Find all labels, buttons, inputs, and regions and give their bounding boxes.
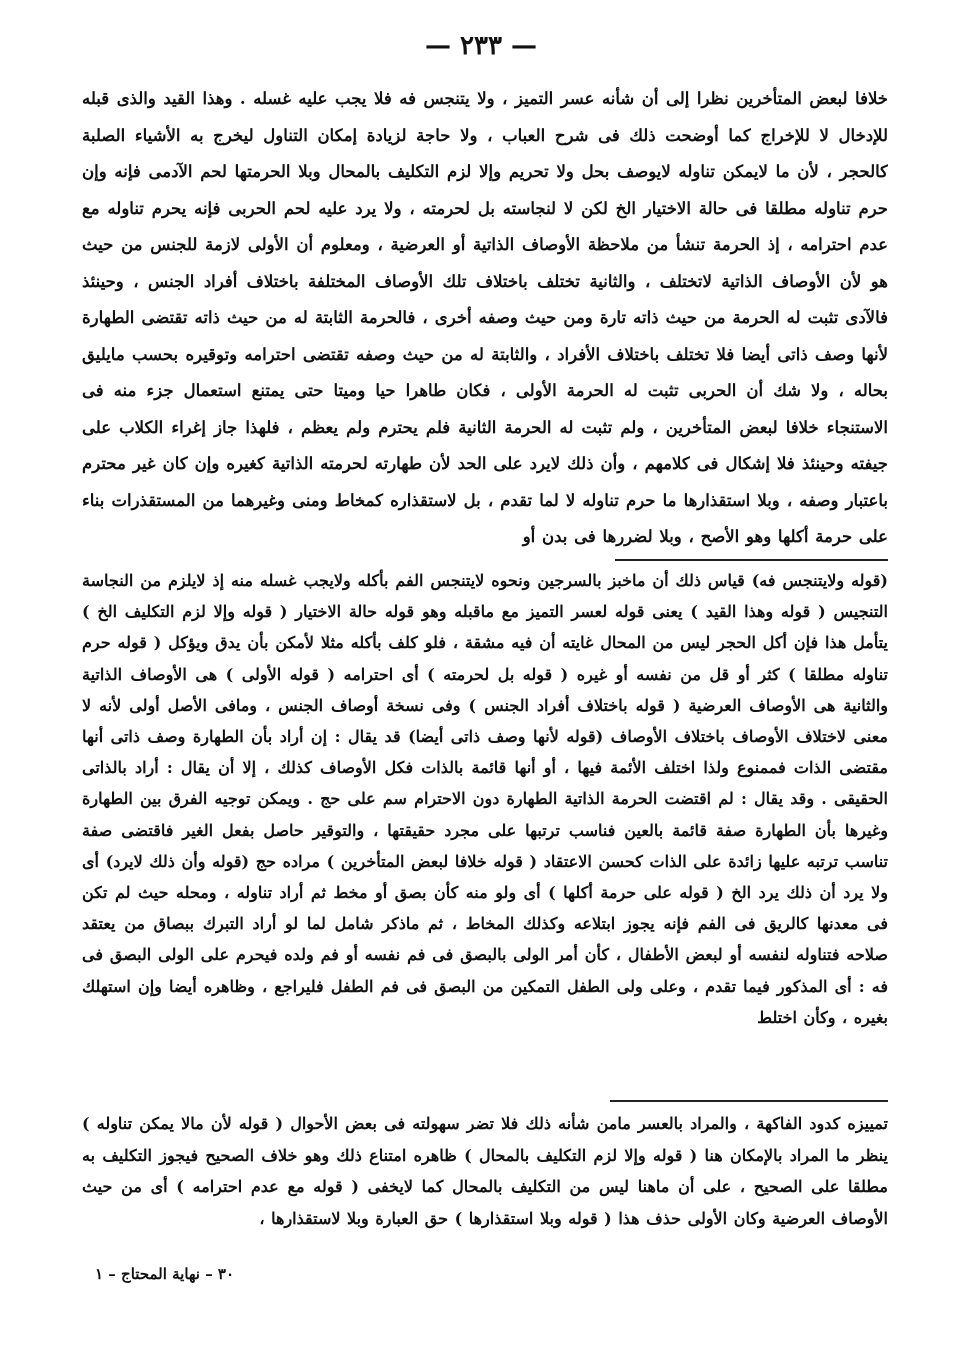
main-text: خلافا لبعض المتأخرين نظرا إلى أن شأنه عسر التميز ، ولا يتنجس فه فلا يجب عليه غسله . وهذا القيد والذى قبله للإدخال لا للإخراج كما أوضحت ذلك فى شرح العباب ، ولا حاجة لزيادة إمكان التناول ليخرج به الأشياء الصلبة كالحجر ، لأن ما لايمكن تناوله لايوصف بحل ولا تحريم وإلا لزم التكليف بالمحال وبلا الحرمتها لحم الآدمى فإنه وإن حرم تناوله مطلقا فى حالة الاختيار الخ لكن لا لنجاسته بل لحرمته ، ولا يرد عليه لحم الحربى فإنه يحرم تناوله مع عدم احترامه ، إذ الحرمة تنشأ من ملاحظة الأوصاف الذاتية أو العرضية ، ومعلوم أن الأولى لازمة للجنس من حيث هو لأن الأوصاف الذاتية لاتختلف ، والثانية تختلف باختلاف تلك الأوصاف المختلفة باختلاف أفراد الجنس ، وحينئذ فالآدى تثبت له الحرمة من حيث ذاته تارة ومن حيث وصفه أخرى ، فالحرمة الثابتة له من حيث ذاته تقتضى الطهارة لأنها وصف ذاتى أيضا فلا تختلف باختلاف الأفراد ، والثابتة له من حيث وصفه تقتضى احترامه وتوقيره بحسب مايليق بحاله ، ولا شك أن الحربى تثبت له الحرمة الأولى ، فكان طاهرا حيا وميتا حتى يمتنع استعمال جزء منه فى الاستنجاء خلافا لبعض المتأخرين ، ولم تثبت له الحرمة الثانية فلم يحترم ولم يعظم ، فلهذا جاز إغراء الكلاب على جيفته وحينئذ فلا إشكال فى كلامهم ، وأن ذلك لايرد على الحد لأن طهارته لحرمته الذاتية كغيره وإن كان غير محترم باعتبار وصفه ، وبلا استقذارها ما حرم تناوله لا لما تقدم ، بل لاستقذاره كمخاط ومنى وغيرهما من المستقذرات بناء على حرمة أكلها وهو الأصح ، وبلا لضررها فى بدن أو bbox=[82, 89, 888, 546]
commentary-section-1: (قوله ولايتنجس فه) قياس ذلك أن ماخبز بالسرجين ونحوه لايتنجس الفم بأكله ولايجب غسله منه إذ لايلزم من النجاسة التنجيس ( قوله وهذا القيد ) يعنى قوله لعسر التميز مع ماقبله وهو قوله حالة الاختيار ( قوله وإلا لزم التكليف الخ ) يتأمل هذا فإن أكل الحجر ليس من المحال غايته أن فيه مشقة ، فلو كلف بأكله مثلا لأمكن بأن يدق ويؤكل ( قوله حرم تناوله مطلقا ) كثر أو قل من نفسه أو غيره ( قوله بل لحرمته ) أى احترامه ( قوله الأولى ) هى الأوصاف الذاتية والثانية هى الأوصاف العرضية ( قوله باختلاف أفراد الجنس ) وفى نسخة أوصاف الجنس ، ومافى الأصل أولى لأنه لا معنى لاختلاف الأوصاف باختلاف الأوصاف (قوله لأنها وصف ذاتى أيضا) قد يقال : إن أراد بأن الطهارة وصف ذاتى أنها مقتضى الذات فممنوع ولذا اختلف الأئمة فيها ، أو أنها قائمة بالذات فكل الأوصاف كذلك ، إلا أن يقال : أراد بالذاتى الحقيقى . وقد يقال : لم اقتضت الحرمة الذاتية الطهارة دون الاحترام سم على حج . ويمكن توجيه الفرق بين الطهارة وغيرها بأن الطهارة صفة قائمة بالعين فناسب ترتبها على مجرد حقيقتها ، والتوقير حاصل بفعل الغير فاقتضى صفة تناسب ترتبه عليها زائدة على الذات كحسن الاعتقاد ( قوله خلافا لبعض المتأخرين ) مراده حج (قوله وأن ذلك لايرد) أى ولا يرد أن ذلك يرد الخ ( قوله على حرمة أكلها ) أى ولو منه كأن بصق أو مخط ثم أراد تناوله ، ومحله حيث لم تكن فى معدنها كالريق فى الفم فإنه يجوز ابتلاعه وكذلك المخاط ، ثم ماذكر شامل لما لو أراد التبرك ببصاق من يعتقد صلاحه فتناوله لنفسه أو لبعض الأطفال ، كأن أمر الولى بالبصق فى فم نفسه أو فم ولده فيحرم على الولى البصق فى فه : أى المذكور فيما تقدم ، وعلى ولى الطفل التمكين من البصق فى فم الطفل فليراجع ، وظاهره أيضا وإن استهلك بغيره ، وكأن اختلط bbox=[82, 571, 888, 1027]
footnote-separator-rule bbox=[615, 559, 888, 561]
page-number: — ٢٣٣ — bbox=[424, 31, 538, 61]
commentary-section-2: تمييزه كدود الفاكهة ، والمراد بالعسر مامن شأنه ذلك فلا تضر سهولته فى بعض الأحوال ( قوله لأن مالا يمكن تناوله ) ينظر ما المراد بالإمكان هنا ( قوله وإلا لزم التكليف بالمحال ) ظاهره امتناع ذلك وهو خلاف الصحيح فيجوز التكليف به مطلقا على الصحيح ، على أن ماهنا ليس من التكليف بالمحال كما لايخفى ( قوله مع عدم احترامه ) أى من حيث الأوصاف العرضية وكان الأولى حذف هذا ( قوله وبلا استقذارها ) حق العبارة وبلا لاستقذارها ، bbox=[82, 1114, 888, 1228]
signature-line: ٣٠ – نهاية المحتاج – ١ bbox=[95, 1265, 235, 1283]
footnote-separator-rule-2 bbox=[610, 1100, 888, 1102]
